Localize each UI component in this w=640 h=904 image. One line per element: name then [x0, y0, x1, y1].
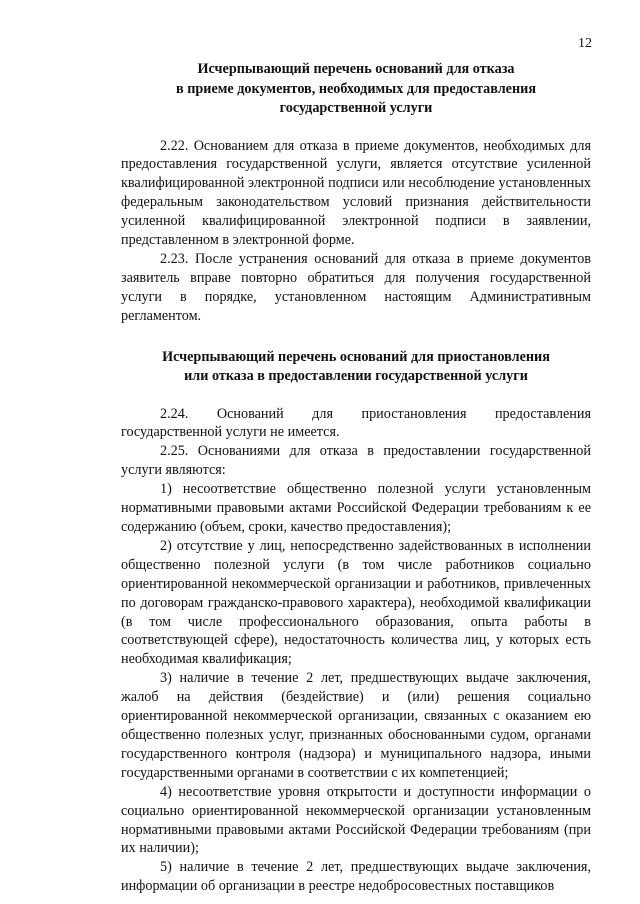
paragraph-2-25: 2.25. Основаниями для отказа в предоставлении государственной услуги являются:	[121, 443, 591, 479]
paragraph-2-24: 2.24. Оснований для приостановления предоставления государственной услуги не имеется.	[121, 405, 591, 441]
document-body	[121, 60, 591, 896]
section-heading-suspension-refusal	[121, 348, 591, 387]
heading-line: Исчерпывающий перечень оснований для отказа	[197, 61, 515, 77]
list-item-4: 4) несоответствие уровня открытости и доступности информации о социально ориентированной некоммерческой организации установленным нормативными правовыми актами Российской Федерации требованиям (при их наличии);	[121, 783, 591, 857]
list-item-1: 1) несоответствие общественно полезной услуги установленным нормативными правовыми актами Российской Федерации требованиям к ее содержанию (объем, сроки, качество предоставления);	[121, 481, 591, 535]
heading-line: Исчерпывающий перечень оснований для приостановления	[162, 348, 550, 365]
page-number: 12	[578, 36, 592, 51]
list-item-3: 3) наличие в течение 2 лет, предшествующих выдаче заключения, жалоб на действия (бездействие) и (или) решения социально ориентированной некоммерческой организации, связанных с оказанием ею общественно полезных услуг, признанных обоснованными судом, органами государственного контроля (надзора) и муниципального надзора, иными государственными органами в соответствии с их компетенцией;	[121, 670, 591, 781]
paragraph-2-22: 2.22. Основанием для отказа в приеме документов, необходимых для предоставления государственной услуги, является отсутствие усиленной квалифицированной электронной подписи или несоблюдение установленных федеральным законодательством условий признания действительности усиленной квалифицированной электронной подписи в заявлении, представленном в электронной форме.	[121, 137, 591, 249]
section-heading-refusal-documents	[121, 60, 591, 119]
paragraph-2-23: 2.23. После устранения оснований для отказа в приеме документов заявитель вправе повторно обратиться для получения государственной услуги в порядке, установленном настоящим Административным регламентом.	[121, 250, 591, 324]
heading-line: или отказа в предоставлении государственной услуги	[184, 368, 528, 385]
list-item-2: 2) отсутствие у лиц, непосредственно задействованных в исполнении общественно полезной услуги (в том числе работников социально ориентированной некоммерческой организации и работников, привлеченных по договорам гражданско-правового характера), необходимой квалификации (в том числе профессионального образования, опыта работы в соответствующей сфере), недостаточность количества лиц, у которых есть необходимая квалификация;	[121, 537, 591, 668]
heading-line: государственной услуги	[279, 100, 433, 116]
heading-line: в приеме документов, необходимых для предоставления	[176, 80, 536, 97]
list-item-5: 5) наличие в течение 2 лет, предшествующих выдаче заключения, информации об организации в реестре недобросовестных поставщиков	[121, 859, 591, 895]
